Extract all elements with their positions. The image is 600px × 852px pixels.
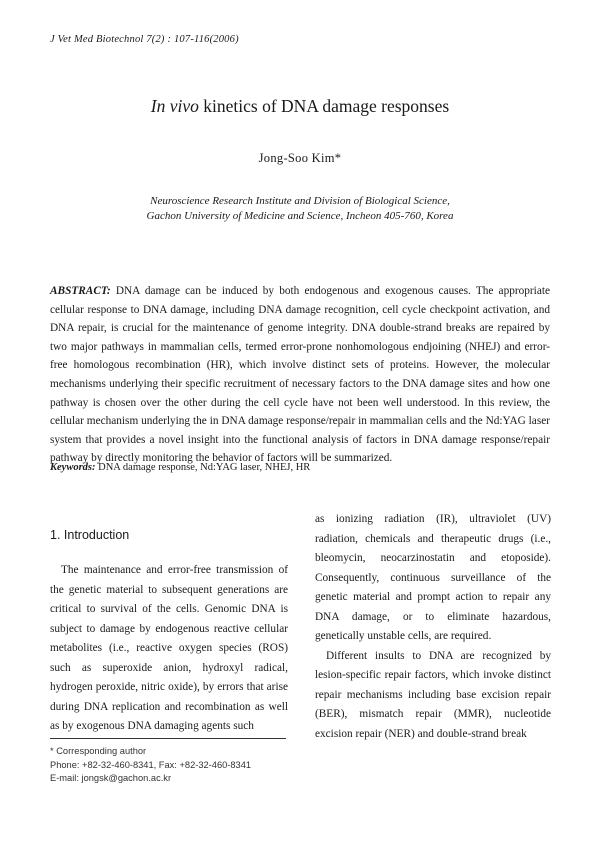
affiliation bbox=[0, 194, 600, 224]
affiliation-line-1: Neuroscience Research Institute and Division of Biological Science, bbox=[150, 195, 450, 207]
footnote bbox=[50, 745, 251, 786]
keywords bbox=[50, 462, 550, 473]
intro-paragraph-1: The maintenance and error-free transmission of the genetic material to subsequent generations are critical to survival of the cells. Genomic DNA is subject to damage by endogenous reactive cellular metabolites (i.e., reactive oxygen species (ROS) such as superoxide anion, hydroxyl radical, hydrogen peroxide, nitric oxide), by errors that arise during DNA replication and recombination as well as by exogenous DNA damaging agents such bbox=[50, 564, 288, 732]
left-column bbox=[50, 561, 288, 737]
abstract-label: ABSTRACT: bbox=[50, 285, 111, 297]
footnote-email: E-mail: jongsk@gachon.ac.kr bbox=[50, 773, 172, 783]
title-italic-part: In vivo bbox=[150, 96, 199, 116]
abstract-text: DNA damage can be induced by both endogenous and exogenous causes. The appropriate cellular response to DNA damage, including DNA damage recognition, cell cycle checkpoint activation, and DNA repair, is crucial for the maintenance of genome integrity. DNA double-strand breaks are repaired by two major pathways in mammalian cells, termed error-prone nonhomologous endjoining (NHEJ) and error-free homologous recombination (HR), which involve distinct sets of proteins. However, the molecular mechanisms underlying their specific recruitment of necessary factors to the DNA damage sites and how one pathway is chosen over the other during the cell cycle have not been well understood. In this review, the cellular mechanism underlying the in DNA damage response/repair in mammalian cells and the Nd:YAG laser system that provides a novel insight into the functional analysis of factors in DNA damage response/repair pathway by directly monitoring the behavior of factors will be summarized. bbox=[50, 285, 550, 465]
right-column bbox=[315, 510, 551, 744]
footnote-divider bbox=[50, 738, 286, 739]
intro-paragraph-1-continued: as ionizing radiation (IR), ultraviolet (UV) radiation, chemicals and therapeutic drugs (i.e., bleomycin, neocarzinostatin and etoposide). Consequently, continuous surveillance of the genetic material and prompt action to repair any DNA damage, or to eliminate hazardous, genetically unstable cells, are required. bbox=[315, 513, 551, 642]
journal-reference: J Vet Med Biotechnol 7(2) : 107-116(2006) bbox=[50, 34, 239, 45]
keywords-text: DNA damage response, Nd:YAG laser, NHEJ, HR bbox=[95, 462, 311, 473]
author-name: Jong-Soo Kim* bbox=[258, 151, 342, 165]
keywords-label: Keywords: bbox=[50, 462, 96, 473]
paper-title bbox=[0, 96, 600, 117]
footnote-phone: Phone: +82-32-460-8341, Fax: +82-32-460-8341 bbox=[50, 759, 252, 770]
title-rest: kinetics of DNA damage responses bbox=[198, 96, 450, 116]
footnote-corresponding: * Corresponding author bbox=[50, 746, 147, 756]
section-heading-introduction: 1. Introduction bbox=[50, 528, 130, 542]
abstract bbox=[50, 282, 550, 468]
intro-paragraph-2: Different insults to DNA are recognized by lesion-specific repair factors, which invoke distinct repair mechanisms including base excision repair (BER), mismatch repair (MMR), nucleotide excision repair (NER) and double-strand break bbox=[315, 649, 551, 740]
affiliation-line-2: Gachon University of Medicine and Science, Incheon 405-760, Korea bbox=[146, 210, 454, 222]
